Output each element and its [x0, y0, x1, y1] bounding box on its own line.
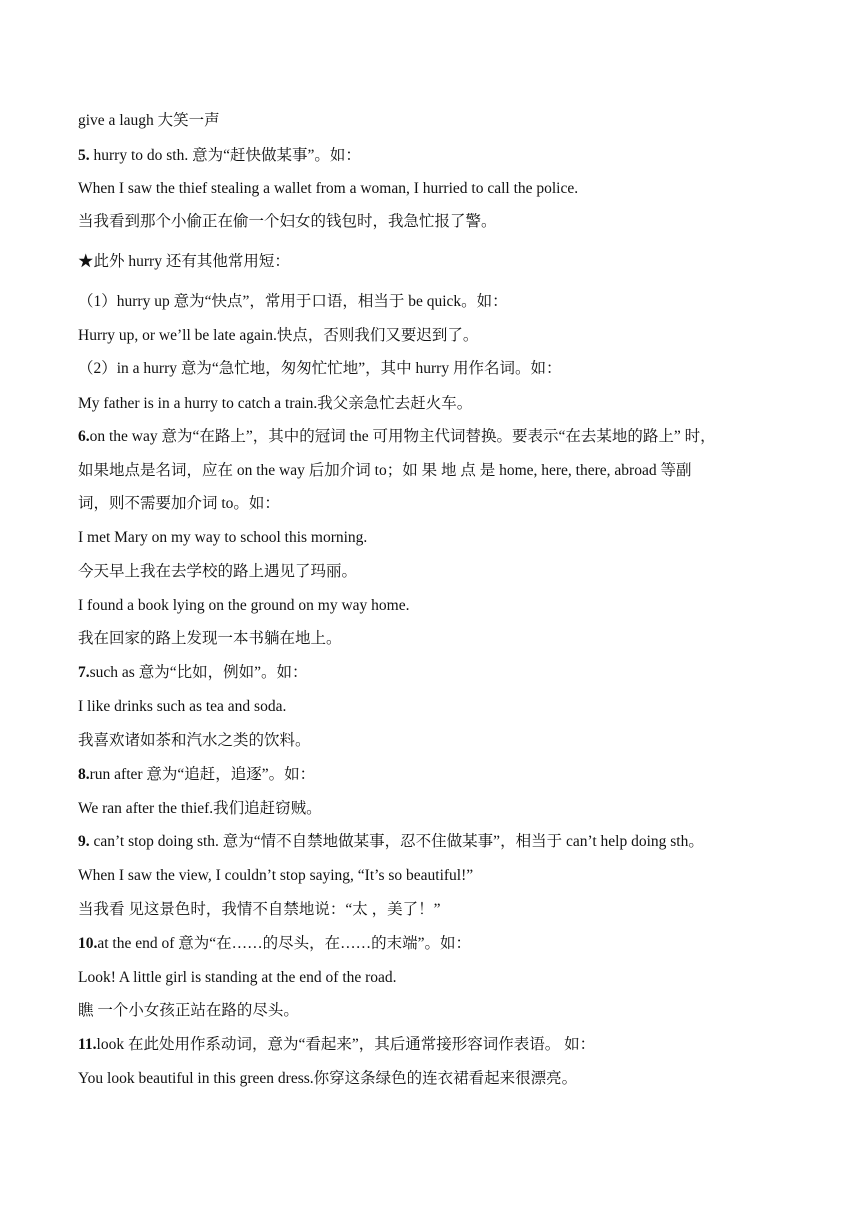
example-chinese: 当我看到那个小偷正在偷一个妇女的钱包时，我急忙报了警。 [78, 213, 497, 230]
example-line: Hurry up, or we’ll be late again.快点，否则我们又要迟到了。 [78, 327, 479, 344]
example-chinese: 当我看 见这景色时，我情不自禁地说：“太 ，美了！” [78, 901, 441, 918]
note-heading: ★此外 hurry 还有其他常用短： [78, 253, 290, 270]
example-english: I like drinks such as tea and soda. [78, 698, 287, 715]
example-english: I found a book lying on the ground on my way home. [78, 597, 410, 614]
item-5-heading: 5. hurry to do sth. 意为“赶快做某事”。如： [78, 147, 361, 164]
example-chinese: 瞧 一个小女孩正站在路的尽头。 [78, 1002, 299, 1019]
example-english: When I saw the view, I couldn’t stop saying, “It’s so beautiful!” [78, 867, 474, 884]
item-6-continued: 如果地点是名词，应在 on the way 后加介词 to；如 果 地 点 是 home, here, there, abroad 等副 [78, 462, 692, 479]
item-6-continued: 词，则不需要加介词 to。如： [78, 495, 280, 512]
item-6-heading: 6.on the way 意为“在路上”，其中的冠词 the 可用物主代词替换。要表示“在去某地的路上” 时， [78, 428, 716, 445]
sub-item-2: （2）in a hurry 意为“急忙地，匆匆忙忙地”，其中 hurry 用作名词。如： [78, 360, 562, 377]
example-chinese: 今天早上我在去学校的路上遇见了玛丽。 [78, 563, 358, 580]
sub-item-1: （1）hurry up 意为“快点”，常用于口语，相当于 be quick。如： [78, 293, 508, 310]
text-line: give a laugh 大笑一声 [78, 112, 220, 129]
item-7-heading: 7.such as 意为“比如，例如”。如： [78, 664, 308, 681]
example-line: My father is in a hurry to catch a train.我父亲急忙去赶火车。 [78, 395, 473, 412]
example-chinese: 我在回家的路上发现一本书躺在地上。 [78, 630, 342, 647]
example-chinese: 我喜欢诸如茶和汽水之类的饮料。 [78, 732, 311, 749]
item-9-heading: 9. can’t stop doing sth. 意为“情不自禁地做某事，忍不住做某事”，相当于 can’t help doing sth。 [78, 833, 704, 850]
item-11-heading: 11.look 在此处用作系动词，意为“看起来”，其后通常接形容词作表语。 如： [78, 1036, 596, 1053]
example-english: When I saw the thief stealing a wallet from a woman, I hurried to call the police. [78, 180, 579, 197]
example-english: I met Mary on my way to school this morning. [78, 529, 368, 546]
example-line: We ran after the thief.我们追赶窃贼。 [78, 800, 322, 817]
item-8-heading: 8.run after 意为“追赶，追逐”。如： [78, 766, 316, 783]
example-english: Look! A little girl is standing at the end of the road. [78, 969, 397, 986]
item-10-heading: 10.at the end of 意为“在……的尽头，在……的末端”。如： [78, 935, 472, 952]
example-line: You look beautiful in this green dress.你穿这条绿色的连衣裙看起来很漂亮。 [78, 1070, 578, 1087]
